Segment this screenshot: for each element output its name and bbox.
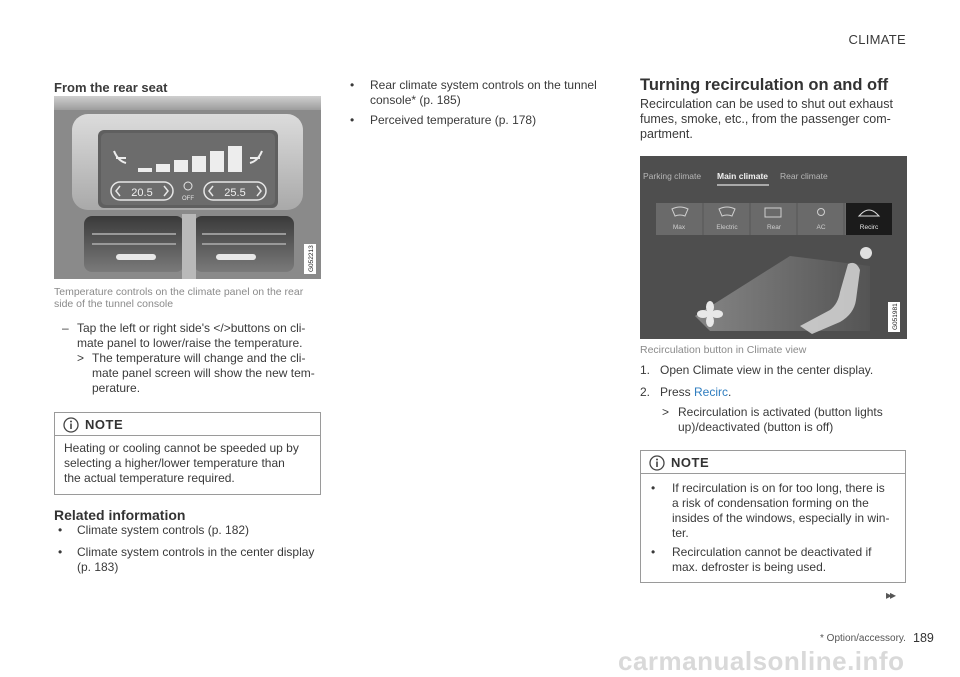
info-icon (649, 455, 665, 471)
recirc-button[interactable]: Recirc (859, 224, 879, 231)
continue-arrows-icon: ▸▸ (886, 588, 895, 602)
step-number: 2. (640, 385, 651, 399)
step-text-after: . (728, 385, 732, 399)
intro-line: partment. (640, 127, 693, 141)
intro-line: Recirculation can be used to shut out exhaust (640, 97, 893, 111)
left-image-caption: Temperature controls on the climate panel on the rear side of the tunnel console (54, 286, 304, 310)
bullet-icon: • (58, 545, 63, 559)
note-line: a risk of condensation forming on the (672, 496, 869, 510)
tab-main-climate[interactable]: Main climate (717, 171, 769, 181)
rear-climate-panel-illustration (54, 96, 321, 279)
right-image-caption: Recirculation button in Climate view (640, 344, 807, 356)
related-item-line: Rear climate system controls on the tunnel (370, 78, 597, 92)
image-code-right: G051981 (892, 303, 899, 330)
note-bullet-text (672, 481, 901, 541)
result-line: The temperature will change and the cli- (92, 351, 306, 365)
note-line: the actual temperature required. (64, 471, 235, 485)
image-code-left: G052213 (308, 245, 315, 272)
note-bullet-text (672, 545, 901, 575)
note-header (641, 451, 905, 474)
instruction-result-text (92, 351, 327, 396)
tab-parking-climate[interactable]: Parking climate (643, 171, 702, 181)
note-box-left (54, 412, 321, 495)
rear-defrost-button[interactable]: Rear (766, 224, 782, 231)
option-accessory-note: * Option/accessory. (820, 633, 906, 644)
note-text (64, 441, 314, 486)
bullet-icon: • (651, 545, 656, 559)
related-info-heading: Related information (54, 507, 186, 523)
note-title: NOTE (671, 455, 710, 470)
note-line: selecting a higher/lower temperature than (64, 456, 285, 470)
note-header (55, 413, 320, 436)
ac-button[interactable]: AC (816, 224, 826, 231)
result-line: up)/deactivated (button is off) (678, 420, 834, 434)
related-item-text (77, 523, 327, 538)
page-number: 189 (913, 631, 934, 645)
related-item-line: Climate system controls in the center display (77, 545, 315, 559)
max-defrost-button[interactable]: Max (672, 224, 686, 231)
dash-marker: – (62, 321, 69, 335)
related-item-text (370, 113, 620, 128)
note-line: max. defroster is being used. (672, 560, 827, 574)
step-text (660, 385, 731, 400)
related-item-text (370, 78, 620, 108)
rear-climate-panel-photo (54, 96, 321, 279)
note-box-right (640, 450, 906, 583)
step-number: 1. (640, 363, 651, 377)
recirc-highlight: Recirc (694, 385, 729, 399)
step-text: Open Climate view in the center display. (660, 363, 874, 377)
related-item-line: Climate system controls (p. 182) (77, 523, 250, 537)
climate-view-illustration (640, 156, 907, 339)
watermark: carmanualsonline.info (618, 646, 905, 676)
right-temp-readout: 25.5 (224, 187, 246, 199)
note-line: Recirculation cannot be deactivated if (672, 545, 872, 559)
off-label: OFF (182, 196, 194, 202)
note-line: If recirculation is on for too long, there is (672, 481, 885, 495)
note-line: Heating or cooling cannot be speeded up by (64, 441, 299, 455)
result-line: Recirculation is activated (button lights (678, 405, 883, 419)
related-item-text (77, 545, 327, 575)
tab-rear-climate[interactable]: Rear climate (780, 171, 828, 181)
left-temp-readout: 20.5 (131, 187, 153, 199)
climate-view-screenshot (640, 156, 907, 339)
step-text-before: Press (660, 385, 695, 399)
instruction-line: mate panel to lower/raise the temperature. (77, 336, 303, 350)
step-result-text (678, 405, 912, 435)
result-marker: > (77, 351, 85, 365)
bullet-icon: • (350, 78, 355, 92)
section-heading-rear-seat: From the rear seat (54, 80, 168, 95)
info-icon (63, 417, 79, 433)
result-marker: > (662, 405, 670, 419)
section-header: CLIMATE (848, 32, 906, 47)
related-item-line: (p. 183) (77, 560, 119, 574)
intro-line: fumes, smoke, etc., from the passenger com- (640, 112, 891, 126)
instruction-line: Tap the left or right side's </>buttons on cli- (77, 321, 306, 335)
bullet-icon: • (58, 523, 63, 537)
result-line: perature. (92, 381, 141, 395)
bullet-icon: • (651, 481, 656, 495)
result-line: mate panel screen will show the new tem- (92, 366, 315, 380)
bullet-icon: • (350, 113, 355, 127)
recirculation-intro (640, 97, 910, 142)
note-line: ter. (672, 526, 689, 540)
note-line: insides of the windows, especially in win- (672, 511, 890, 525)
note-title: NOTE (85, 417, 124, 432)
related-item-line: console* (p. 185) (370, 93, 461, 107)
related-item-line: Perceived temperature (p. 178) (370, 113, 537, 127)
electric-defrost-button[interactable]: Electric (716, 224, 738, 231)
section-heading-recirculation: Turning recirculation on and off (640, 76, 889, 94)
instruction-text (77, 321, 332, 351)
